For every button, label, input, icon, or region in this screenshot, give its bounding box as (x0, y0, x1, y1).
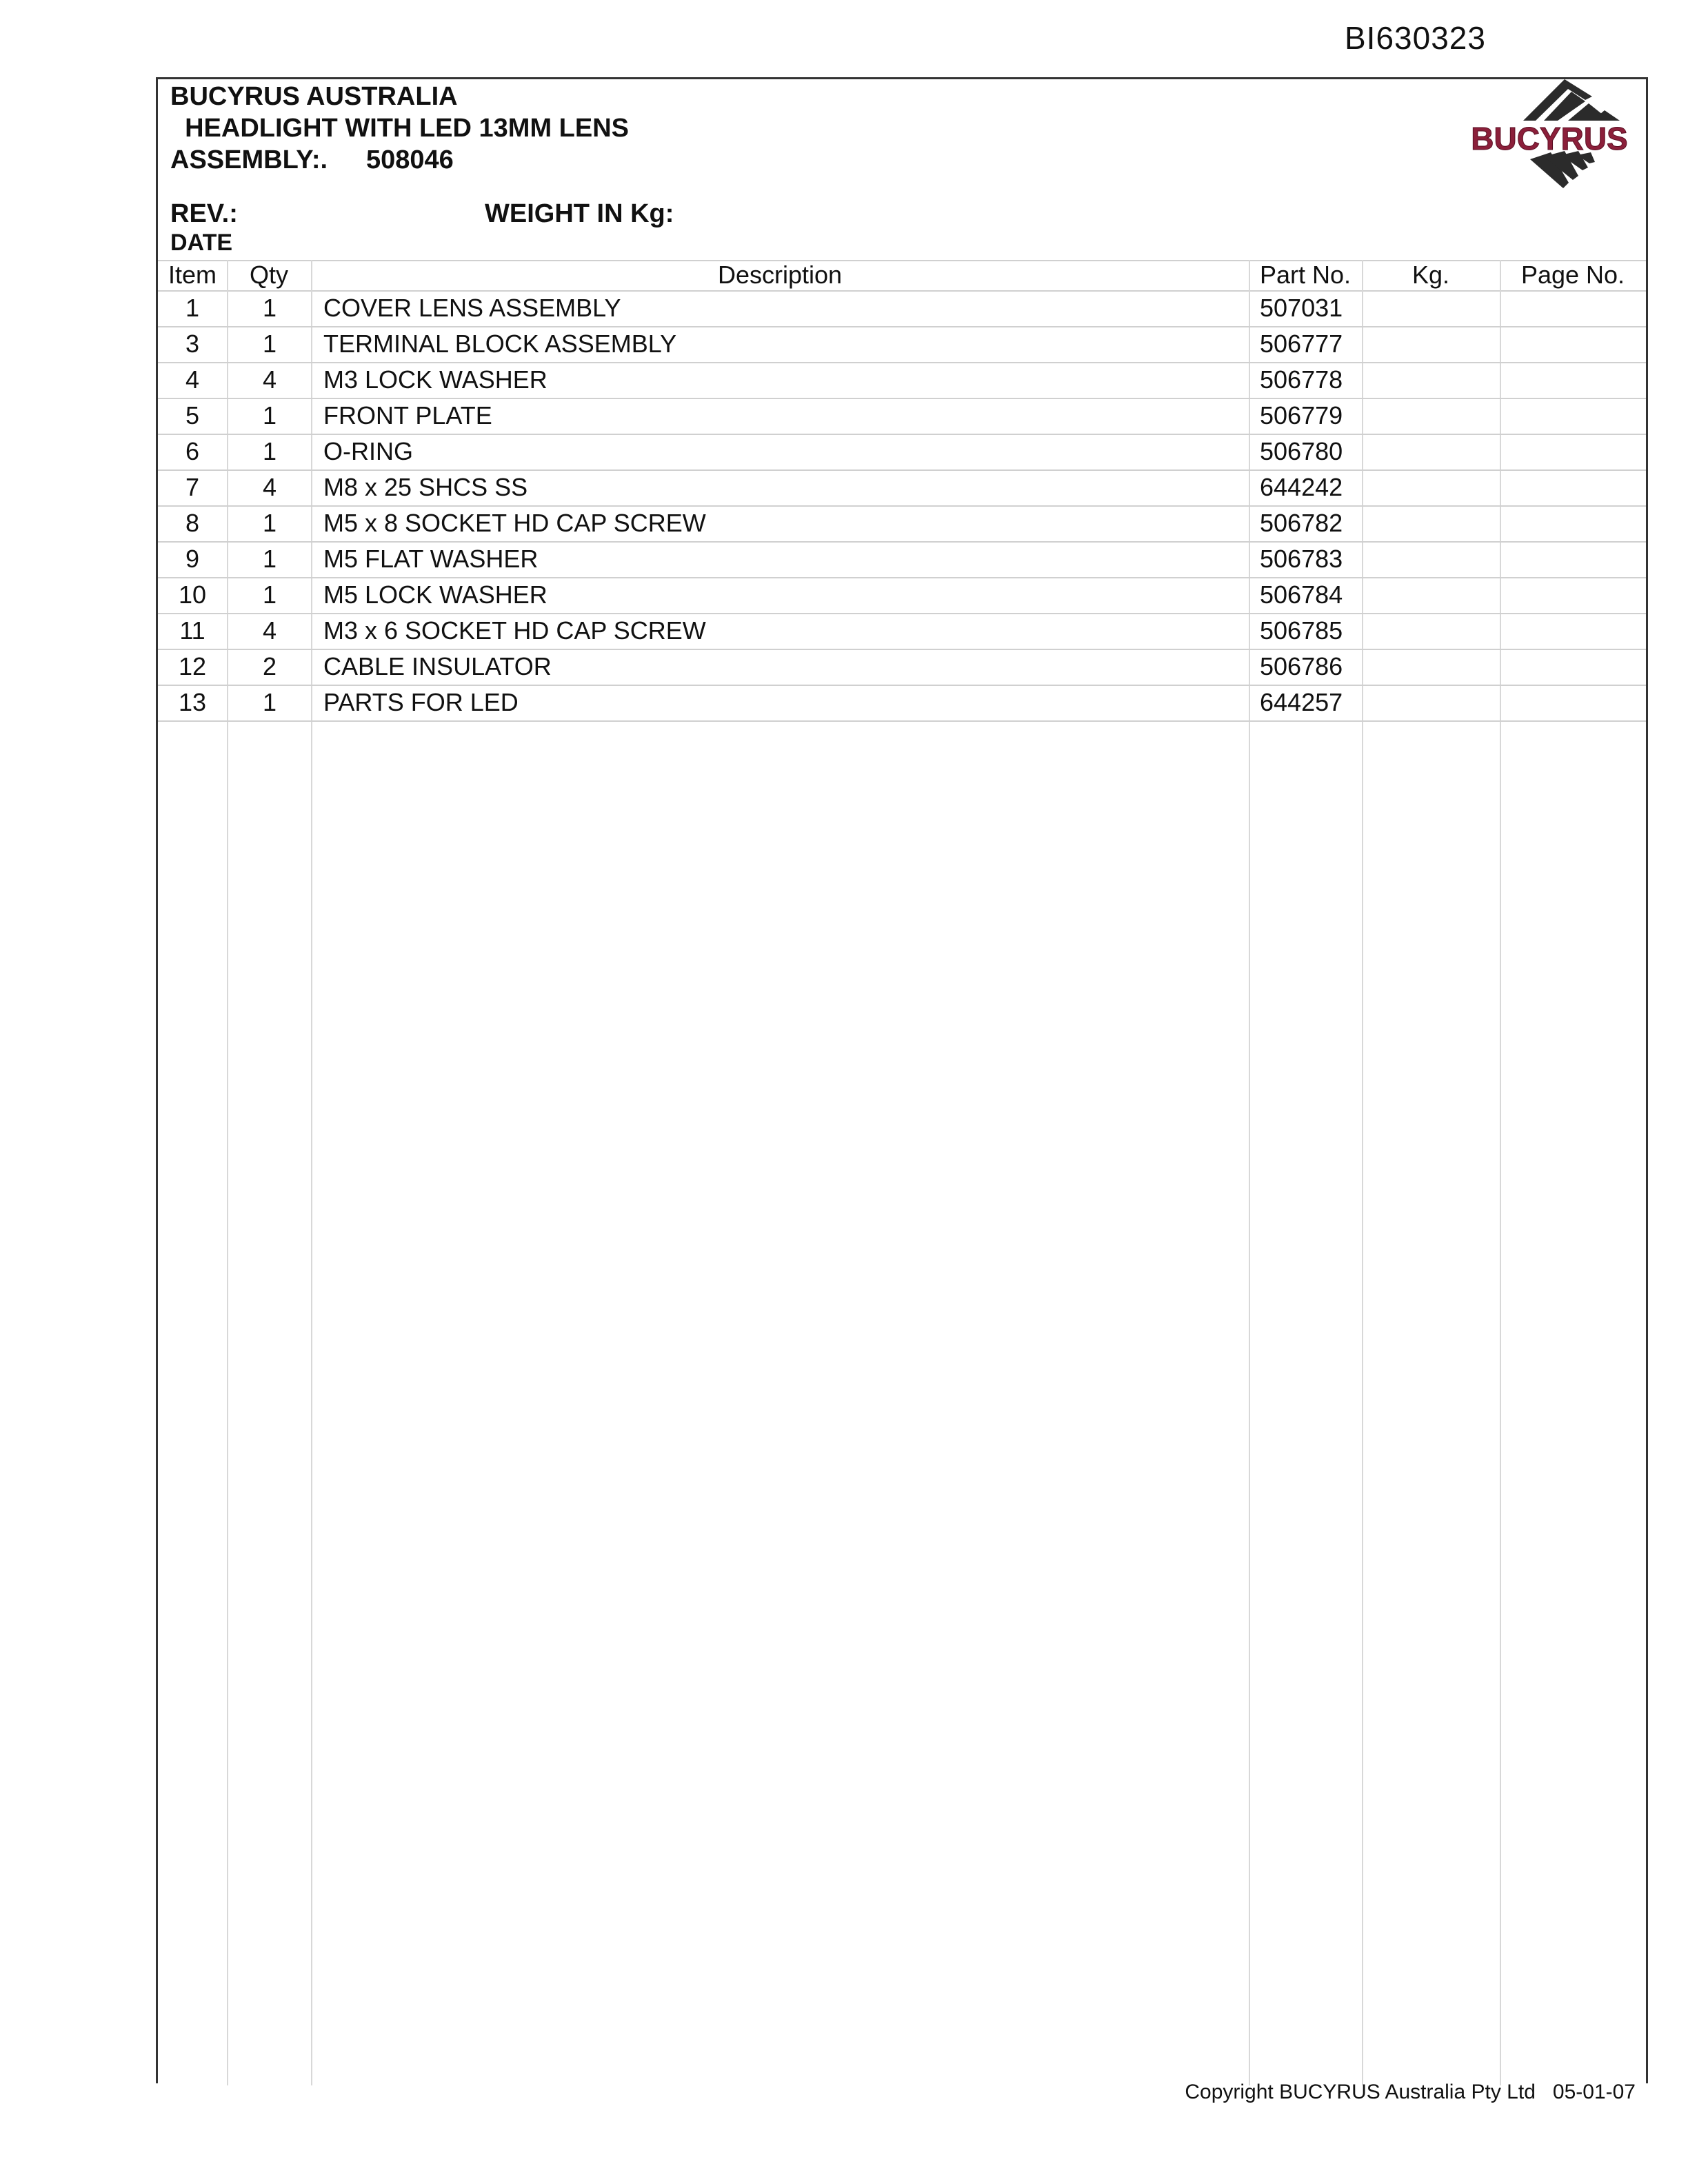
cell-page-no (1509, 577, 1646, 613)
cell-part-no: 644257 (1260, 688, 1343, 716)
column-header-kg: Kg. (1411, 261, 1450, 289)
footer-date: 05-01-07 (1552, 2081, 1636, 2103)
cell-part-no: 506780 (1260, 437, 1343, 465)
parts-list-frame (156, 77, 1648, 2083)
cell-part-no: 506782 (1260, 509, 1343, 537)
cell-page-no (1509, 398, 1646, 434)
cell-kg (1372, 541, 1509, 577)
cell-page-no (1509, 649, 1646, 685)
cell-item: 13 (178, 688, 207, 716)
cell-item: 7 (185, 473, 200, 501)
cell-description: M8 x 25 SHCS SS (323, 473, 528, 501)
cell-kg (1372, 434, 1509, 469)
cell-kg (1372, 362, 1509, 398)
cell-page-no (1509, 541, 1646, 577)
cell-description: PARTS FOR LED (323, 688, 519, 716)
table-row (158, 362, 1646, 399)
cell-part-no: 506777 (1260, 330, 1343, 358)
cell-part-no: 506784 (1260, 580, 1343, 609)
cell-item: 1 (185, 294, 200, 322)
cell-item: 10 (178, 580, 207, 609)
cell-page-no (1509, 505, 1646, 541)
column-header-page-no: Page No. (1520, 261, 1625, 289)
cell-item: 3 (185, 330, 200, 358)
cell-item: 6 (185, 437, 200, 465)
logo-text: BUCYRUS (1471, 121, 1628, 156)
cell-qty: 1 (262, 330, 277, 358)
cell-qty: 1 (262, 401, 277, 429)
cell-kg (1372, 326, 1509, 362)
cell-qty: 1 (262, 437, 277, 465)
cell-description: M3 x 6 SOCKET HD CAP SCREW (323, 616, 706, 645)
table-row (158, 613, 1646, 650)
cell-description: FRONT PLATE (323, 401, 492, 429)
footer (1185, 2081, 1636, 2104)
column-header-description: Description (717, 261, 843, 289)
cell-part-no: 506779 (1260, 401, 1343, 429)
cell-part-no: 506778 (1260, 365, 1343, 394)
cell-kg (1372, 649, 1509, 685)
column-header-item: Item (168, 261, 217, 289)
cell-page-no (1509, 326, 1646, 362)
cell-qty: 1 (262, 688, 277, 716)
document-id: BI630323 (1345, 20, 1486, 56)
cell-item: 12 (178, 652, 207, 680)
cell-part-no: 507031 (1260, 294, 1343, 322)
date-label: DATE (170, 230, 233, 256)
assembly-number: 508046 (366, 145, 454, 174)
cell-description: O-RING (323, 437, 413, 465)
cell-qty: 1 (262, 509, 277, 537)
cell-item: 9 (185, 545, 200, 573)
bucyrus-logo (1447, 79, 1654, 203)
table-row (158, 326, 1646, 363)
cell-item: 8 (185, 509, 200, 537)
cell-kg (1372, 577, 1509, 613)
cell-qty: 1 (262, 294, 277, 322)
cell-description: M3 LOCK WASHER (323, 365, 547, 394)
cell-kg (1372, 505, 1509, 541)
table-row (158, 290, 1646, 327)
cell-page-no (1509, 613, 1646, 649)
cell-kg (1372, 613, 1509, 649)
cell-qty: 1 (262, 580, 277, 609)
cell-page-no (1509, 434, 1646, 469)
column-header-part-no: Part No. (1259, 261, 1352, 289)
cell-page-no (1509, 685, 1646, 720)
cell-qty: 4 (262, 473, 277, 501)
table-row (158, 685, 1646, 722)
cell-description: CABLE INSULATOR (323, 652, 552, 680)
cell-kg (1372, 469, 1509, 505)
cell-description: M5 x 8 SOCKET HD CAP SCREW (323, 509, 706, 537)
cell-qty: 4 (262, 365, 277, 394)
cell-description: TERMINAL BLOCK ASSEMBLY (323, 330, 677, 358)
assembly-label: ASSEMBLY:. (170, 145, 328, 174)
cell-part-no: 506783 (1260, 545, 1343, 573)
assembly-title: HEADLIGHT WITH LED 13MM LENS (170, 114, 629, 143)
table-row (158, 398, 1646, 435)
cell-description: COVER LENS ASSEMBLY (323, 294, 621, 322)
cell-part-no: 506786 (1260, 652, 1343, 680)
cell-description: M5 FLAT WASHER (323, 545, 539, 573)
rev-label: REV.: (170, 199, 238, 228)
table-row (158, 434, 1646, 471)
cell-page-no (1509, 290, 1646, 326)
copyright-text: Copyright BUCYRUS Australia Pty Ltd (1185, 2081, 1536, 2103)
cell-part-no: 644242 (1260, 473, 1343, 501)
cell-description: M5 LOCK WASHER (323, 580, 547, 609)
table-row (158, 541, 1646, 578)
column-header-qty: Qty (249, 261, 288, 289)
company-name: BUCYRUS AUSTRALIA (170, 82, 458, 111)
table-row (158, 469, 1646, 507)
cell-item: 4 (185, 365, 200, 394)
table-row (158, 505, 1646, 543)
cell-qty: 1 (262, 545, 277, 573)
cell-page-no (1509, 362, 1646, 398)
cell-part-no: 506785 (1260, 616, 1343, 645)
cell-kg (1372, 398, 1509, 434)
cell-qty: 2 (262, 652, 277, 680)
cell-item: 11 (179, 616, 205, 645)
cell-item: 5 (185, 401, 200, 429)
table-row (158, 577, 1646, 614)
cell-page-no (1509, 469, 1646, 505)
cell-kg (1372, 685, 1509, 720)
weight-label: WEIGHT IN Kg: (485, 199, 674, 228)
table-row (158, 649, 1646, 686)
cell-qty: 4 (262, 616, 277, 645)
cell-kg (1372, 290, 1509, 326)
